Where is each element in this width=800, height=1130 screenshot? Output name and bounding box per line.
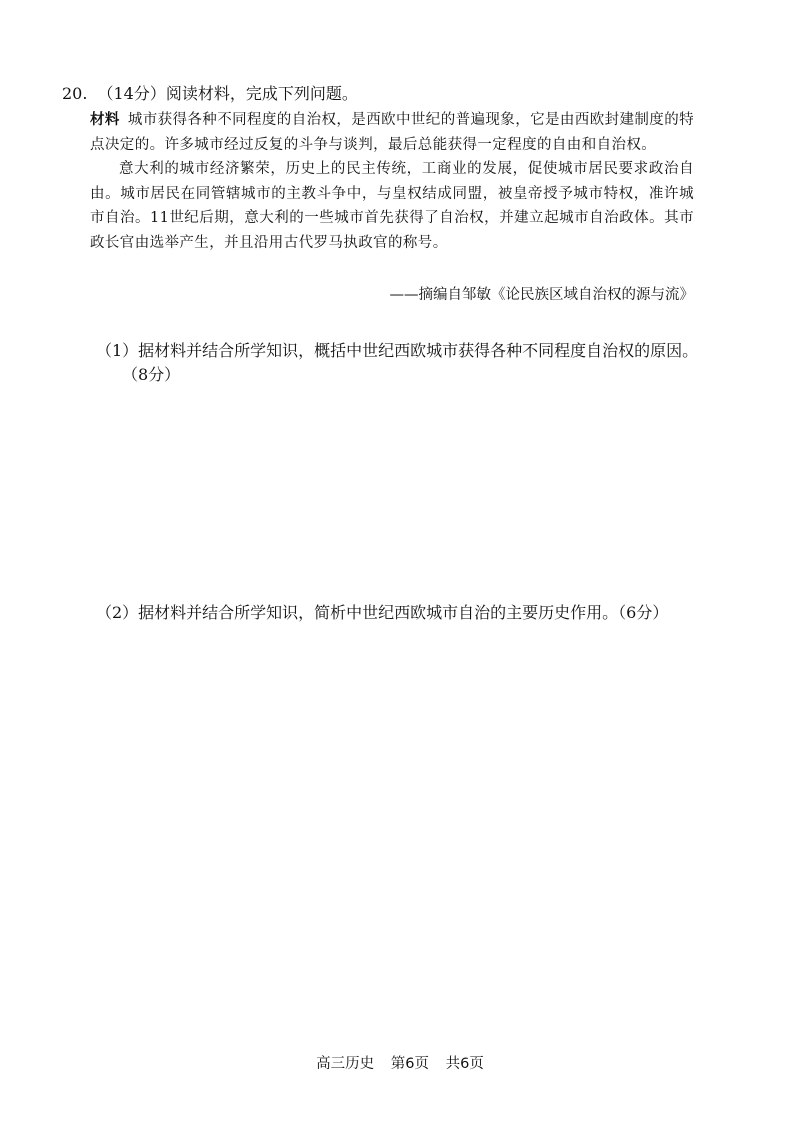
material-paragraph-1 xyxy=(90,108,694,157)
page-footer xyxy=(0,1054,800,1074)
sub-question-1-text: （1）据材料并结合所学知识，概括中世纪西欧城市获得各种不同程度自治权的原因。 xyxy=(96,341,699,360)
material-source: ——摘编自邹敏《论民族区域自治权的源与流》 xyxy=(389,287,694,303)
footer-page-number: 第6页 xyxy=(390,1056,429,1072)
question-instruction: （14分）阅读材料，完成下列问题。 xyxy=(97,84,358,103)
material-block xyxy=(90,108,694,255)
sub-question-2-text: （2）据材料并结合所学知识，简析中世纪西欧城市自治的主要历史作用。（6分） xyxy=(96,603,669,622)
sub-question-1-points: （8分） xyxy=(122,365,181,384)
material-paragraph-1-text: 城市获得各种不同程度的自治权，是西欧中世纪的普遍现象，它是由西欧封建制度的特点决定的。许多城市经过反复的斗争与谈判，最后总能获得一定程度的自由和自治权。 xyxy=(90,112,695,153)
material-paragraph-2: 意大利的城市经济繁荣，历史上的民主传统，工商业的发展，促使城市居民要求政治自由。城市居民在同管辖城市的主教斗争中，与皇权结成同盟，被皇帝授予城市特权，准许城市自治。11世纪后期，意大利的一些城市首先获得了自治权，并建立起城市自治政体。其市政长官由选举产生，并且沿用古代罗马执政官的称号。 xyxy=(90,161,694,251)
sub-question-1 xyxy=(96,339,716,387)
sub-question-2 xyxy=(96,601,716,625)
footer-subject: 高三历史 xyxy=(316,1056,375,1072)
question-header xyxy=(62,82,358,106)
material-label: 材料 xyxy=(90,111,120,128)
question-number: 20. xyxy=(62,84,88,103)
footer-total-pages: 共6页 xyxy=(445,1056,484,1072)
